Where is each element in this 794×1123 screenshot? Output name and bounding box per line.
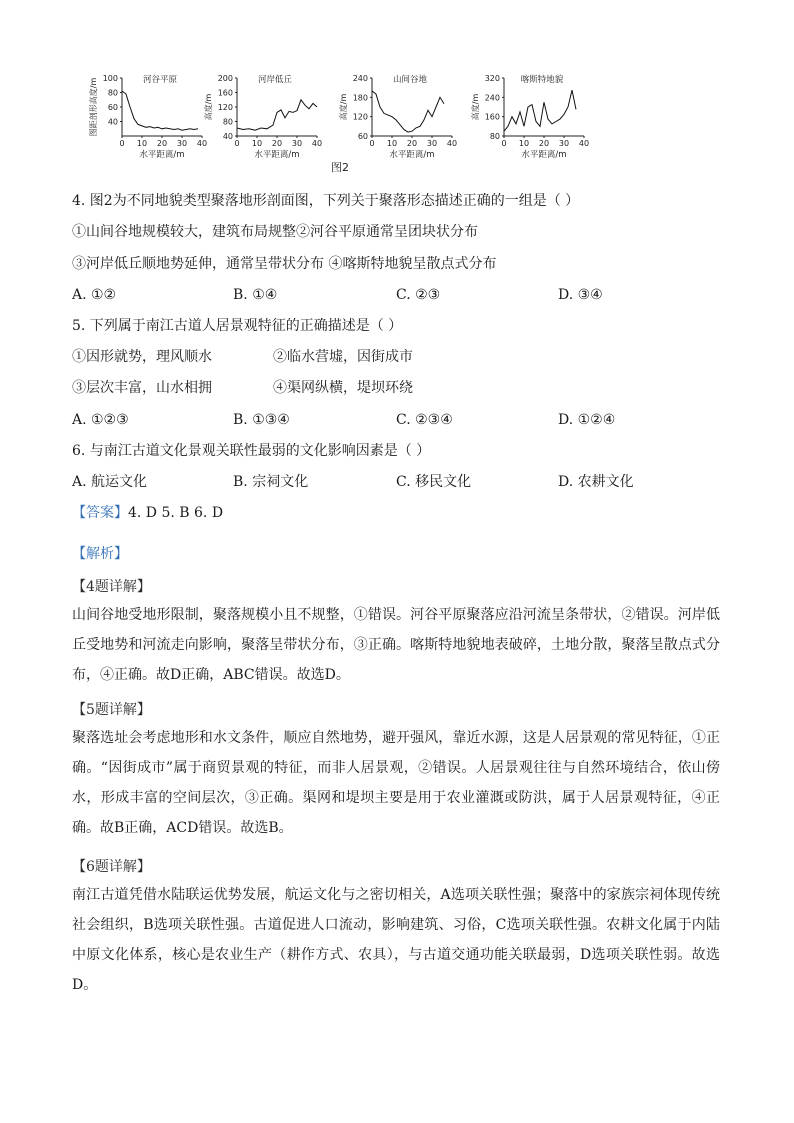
figure-2-charts bbox=[72, 70, 612, 180]
q6-option-d: D. 农耕文化 bbox=[558, 474, 634, 490]
chart-1-x-tick-label: 20 bbox=[156, 139, 168, 148]
q4-option-b: B. ①④ bbox=[233, 287, 278, 303]
chart-3-y-label: 高度/m bbox=[339, 93, 348, 121]
chart-2-x-label: 水平距离/m bbox=[254, 150, 300, 160]
chart-2-profile-line bbox=[237, 100, 317, 130]
chart-4-y-tick-label: 160 bbox=[484, 112, 500, 122]
q4-detail-text: 山间谷地受地形限制，聚落规模小且不规整，①错误。河谷平原聚落应沿河流呈条带状，②错误。河岸低丘受地势和河流走向影响，聚落呈带状分布，③正确。喀斯特地貌地表破碎，土地分散，聚落呈散点式分布，④正确。故D正确，ABC错误。故选D。 bbox=[72, 607, 720, 683]
chart-1-y-tick-label: 100 bbox=[102, 74, 118, 83]
q5-statement-4: ④渠网纵横，堤坝环绕 bbox=[273, 380, 413, 396]
q5-detail-label: 【5题详解】 bbox=[72, 702, 151, 718]
q6-stem: 6. 与南江古道文化景观关联性最弱的文化影响因素是（ ） bbox=[72, 443, 431, 459]
chart-1-x-tick-label: 30 bbox=[176, 139, 188, 148]
chart-1-x-label: 水平距离/m bbox=[139, 150, 185, 160]
q4-option-a: A. ①② bbox=[72, 287, 117, 303]
chart-4-x-tick-label: 30 bbox=[558, 139, 570, 148]
answer-line bbox=[72, 503, 223, 523]
chart-3-profile-line bbox=[372, 91, 444, 132]
q5-statement-3: ③层次丰富，山水相拥 bbox=[72, 380, 212, 396]
q4-statement-line-1: ①山间谷地规模较大，建筑布局规整②河谷平原通常呈团块状分布 bbox=[72, 224, 478, 240]
chart-3-x-tick-label: 0 bbox=[369, 139, 375, 148]
chart-4-y-label: 高度/m bbox=[471, 93, 480, 121]
chart-3-y-tick-label: 120 bbox=[352, 112, 368, 122]
chart-1-title: 河谷平原 bbox=[142, 75, 178, 85]
chart-4-x-tick-label: 10 bbox=[518, 139, 530, 148]
chart-3-x-tick-label: 30 bbox=[426, 139, 438, 148]
answer-label: 【答案】 bbox=[72, 505, 128, 521]
chart-3-x-tick-label: 20 bbox=[406, 139, 418, 148]
chart-3-x-tick-label: 10 bbox=[386, 139, 398, 148]
answer-text: 4. D 5. B 6. D bbox=[128, 505, 224, 521]
q4-stem: 4. 图2为不同地貌类型聚落地形剖面图，下列关于聚落形态描述正确的一组是（ ） bbox=[72, 193, 580, 209]
figure-caption: 图2 bbox=[331, 161, 349, 174]
chart-3-y-tick-label: 240 bbox=[352, 74, 368, 83]
chart-4-x-tick-label: 40 bbox=[578, 139, 590, 148]
q5-statement-1: ①因形就势，理风顺水 bbox=[72, 349, 212, 365]
q4-detail-label: 【4题详解】 bbox=[72, 579, 151, 595]
chart-2-x-tick-label: 30 bbox=[291, 139, 303, 148]
q5-statement-2: ②临水营墟，因街成市 bbox=[273, 349, 413, 365]
chart-1-y-tick-label: 60 bbox=[107, 103, 118, 112]
q6-option-c: C. 移民文化 bbox=[396, 474, 472, 490]
chart-2-y-tick-label: 160 bbox=[217, 88, 233, 98]
q5-option-b: B. ①③④ bbox=[233, 412, 290, 428]
q4-option-c: C. ②③ bbox=[396, 287, 441, 303]
q6-option-b: B. 宗祠文化 bbox=[233, 474, 309, 490]
q5-option-d: D. ①②④ bbox=[558, 412, 616, 428]
q6-option-a: A. 航运文化 bbox=[72, 474, 148, 490]
chart-2-title: 河岸低丘 bbox=[257, 75, 293, 85]
chart-1-x-tick-label: 0 bbox=[119, 139, 125, 148]
analysis-label: 【解析】 bbox=[72, 546, 128, 562]
q5-option-c: C. ②③④ bbox=[396, 412, 453, 428]
chart-4-x-tick-label: 20 bbox=[538, 139, 550, 148]
q4-option-d: D. ③④ bbox=[558, 287, 603, 303]
chart-1-profile-line bbox=[122, 91, 198, 130]
chart-4-profile-line bbox=[504, 90, 576, 131]
chart-1-y-tick-label: 40 bbox=[107, 117, 118, 127]
chart-2-x-tick-label: 10 bbox=[251, 139, 263, 148]
chart-1-y-label: 图距剖形高度/m bbox=[89, 77, 98, 137]
chart-2-y-label: 高度/m bbox=[204, 93, 213, 121]
chart-4-title: 喀斯特地貌 bbox=[520, 75, 564, 85]
chart-2-x-tick-label: 20 bbox=[271, 139, 283, 148]
chart-2-y-tick-label: 80 bbox=[222, 117, 233, 127]
chart-4-y-tick-label: 240 bbox=[484, 93, 500, 103]
chart-4-x-label: 水平距离/m bbox=[521, 150, 567, 160]
chart-1-x-tick-label: 40 bbox=[196, 139, 208, 148]
chart-3-y-tick-label: 60 bbox=[357, 132, 368, 141]
chart-4-y-tick-label: 320 bbox=[484, 74, 500, 83]
chart-3-y-tick-label: 180 bbox=[352, 93, 368, 103]
chart-4-x-tick-label: 0 bbox=[501, 139, 507, 148]
chart-1-x-tick-label: 10 bbox=[136, 139, 148, 148]
chart-2-y-tick-label: 40 bbox=[222, 132, 233, 141]
chart-2-y-tick-label: 120 bbox=[217, 103, 233, 112]
chart-2-x-tick-label: 0 bbox=[234, 139, 240, 148]
q6-detail-label: 【6题详解】 bbox=[72, 859, 151, 875]
chart-3-x-tick-label: 40 bbox=[446, 139, 458, 148]
chart-2-x-tick-label: 40 bbox=[311, 139, 323, 148]
chart-2-y-tick-label: 200 bbox=[217, 74, 233, 83]
figure-2 bbox=[72, 70, 612, 180]
q5-option-a: A. ①②③ bbox=[72, 412, 129, 428]
q5-stem: 5. 下列属于南江古道人居景观特征的正确描述是（ ） bbox=[72, 318, 403, 334]
q6-detail-text: 南江古道凭借水陆联运优势发展，航运文化与之密切相关，A选项关联性强；聚落中的家族宗祠体现传统社会组织，B选项关联性强。古道促进人口流动，影响建筑、习俗，C选项关联性强。农耕文化属于内陆中原文化体系，核心是农业生产（耕作方式、农具），与古道交通功能关联最弱，D选项关联性弱。故选D。 bbox=[72, 887, 720, 993]
chart-3-x-label: 水平距离/m bbox=[389, 150, 435, 160]
chart-1-y-tick-label: 80 bbox=[107, 88, 118, 98]
chart-3-title: 山间谷地 bbox=[392, 75, 428, 85]
chart-4-y-tick-label: 80 bbox=[489, 132, 500, 141]
q4-statement-line-2: ③河岸低丘顺地势延伸，通常呈带状分布 ④喀斯特地貌呈散点式分布 bbox=[72, 256, 497, 272]
q5-detail-text: 聚落选址会考虑地形和水文条件，顺应自然地势，避开强风，靠近水源，这是人居景观的常见特征，①正确。“因街成市”属于商贸景观的特征，而非人居景观，②错误。人居景观往往与自然环境结合，依山傍水，形成丰富的空间层次，③正确。渠网和堤坝主要是用于农业灌溉或防洪，属于人居景观特征，④正确。故B正确，ACD错误。故选B。 bbox=[72, 730, 720, 836]
